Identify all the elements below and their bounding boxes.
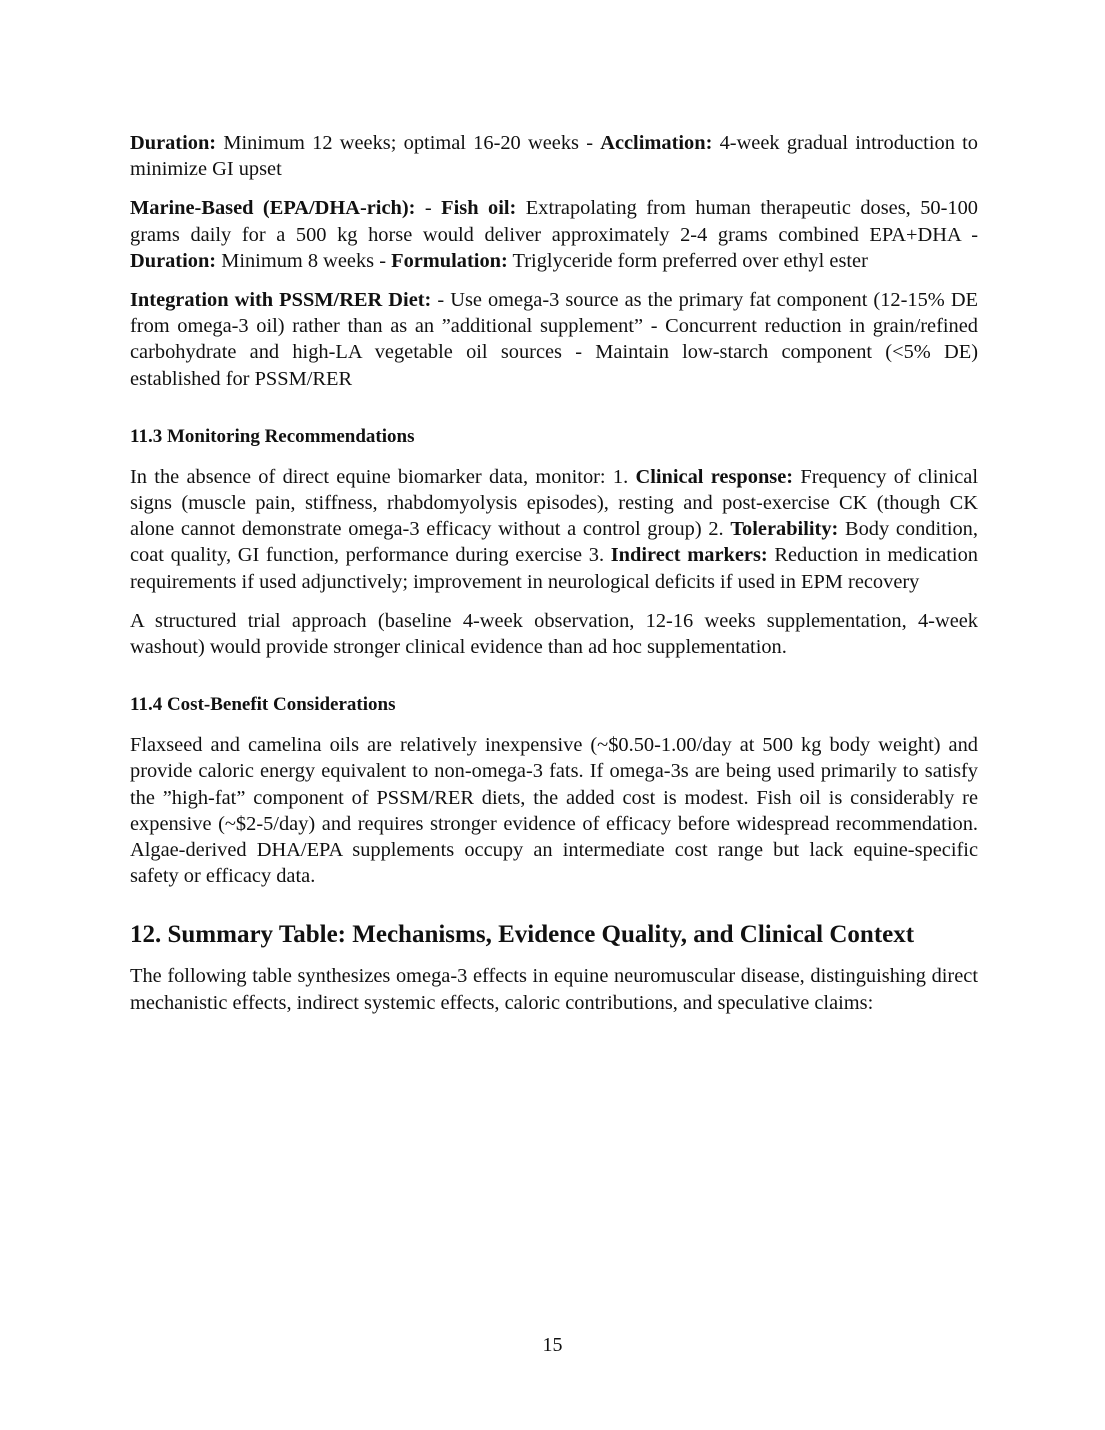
label-clinical-response: Clinical response: — [635, 465, 794, 488]
label-duration: Duration: — [130, 132, 217, 154]
label-duration-marine: Duration: — [130, 249, 217, 272]
label-formulation: Formulation: — [391, 249, 508, 272]
page-number: 15 — [542, 1334, 563, 1356]
document-page — [130, 130, 978, 1016]
label-fish-oil: Fish oil: — [441, 197, 517, 220]
paragraph-cost-benefit: Flaxseed and camelina oils are relatively inexpensive (~$0.50-1.00/day at 500 kg body weight) and provide caloric energy equivalent to non-omega-3 fats. If omega-3s are being used primarily to satisfy the ”high-fat” component of PSSM/RER diets, the added cost is modest. Fish oil is considerably re expensive (~$2-5/day) and requires stronger evidence of efficacy before widespread recommendation. Algae-derived DHA/EPA supplements occupy an intermediate cost range but lack equine-specific safety or efficacy data. — [130, 734, 978, 888]
heading-12: 12. Summary Table: Mechanisms, Evidence Quality, and Clinical Context — [130, 921, 915, 949]
paragraph-summary-intro: The following table synthesizes omega-3 effects in equine neuromuscular disease, distinguishing direct mechanistic effects, indirect systemic effects, caloric contributions, and speculative claims: — [130, 965, 978, 1014]
paragraph-monitoring: In the absence of direct equine biomarker data, monitor: 1. Clinical response: Frequency of clinical signs (muscle pain, stiffness, rhabdomyolysis episodes), resting and post-exercise CK (though CK alone cannot demonstrate omega-3 efficacy without a control group) 2. Tolerability: Body condition, coat quality, GI function, performance during exercise 3. Indirect markers: Reduction in medication requirements if used adjunctively; improvement in neurological deficits if used in EPM recovery — [130, 465, 979, 593]
paragraph-integration: Integration with PSSM/RER Diet: - Use omega-3 source as the primary fat component (12-15% DE from omega-3 oil) rather than as an ”additional supplement” - Concurrent reduction in grain/refined carbohydrate and high-LA vegetable oil sources - Maintain low-starch component (<5% DE) established for PSSM/RER — [130, 289, 979, 390]
heading-11-4: 11.4 Cost-Benefit Considerations — [130, 694, 396, 716]
heading-11-3: 11.3 Monitoring Recommendations — [130, 425, 415, 447]
label-indirect-markers: Indirect markers: — [610, 544, 768, 567]
label-integration: Integration with PSSM/RER Diet: — [130, 289, 432, 312]
paragraph-structured-trial: A structured trial approach (baseline 4-week observation, 12-16 weeks supplementation, 4-week washout) would provide stronger clinical evidence than ad hoc supplementation. — [130, 609, 978, 659]
label-tolerability: Tolerability: — [730, 518, 839, 541]
paragraph-marine-based: Marine-Based (EPA/DHA-rich): - Fish oil: Extrapolating from human therapeutic doses, 50-100 grams daily for a 500 kg horse would deliver approximately 2-4 grams combined EPA+DHA - Duration: Minimum 8 weeks - Formulation: Triglyceride form preferred over ethyl ester — [130, 197, 978, 272]
label-acclimation: Acclimation: — [600, 132, 713, 154]
paragraph-duration: Duration: Minimum 12 weeks; optimal 16-20 weeks - Acclimation: 4-week gradual introduction to minimize GI upset — [130, 132, 979, 181]
label-marine-based: Marine-Based (EPA/DHA-rich): — [130, 197, 416, 220]
